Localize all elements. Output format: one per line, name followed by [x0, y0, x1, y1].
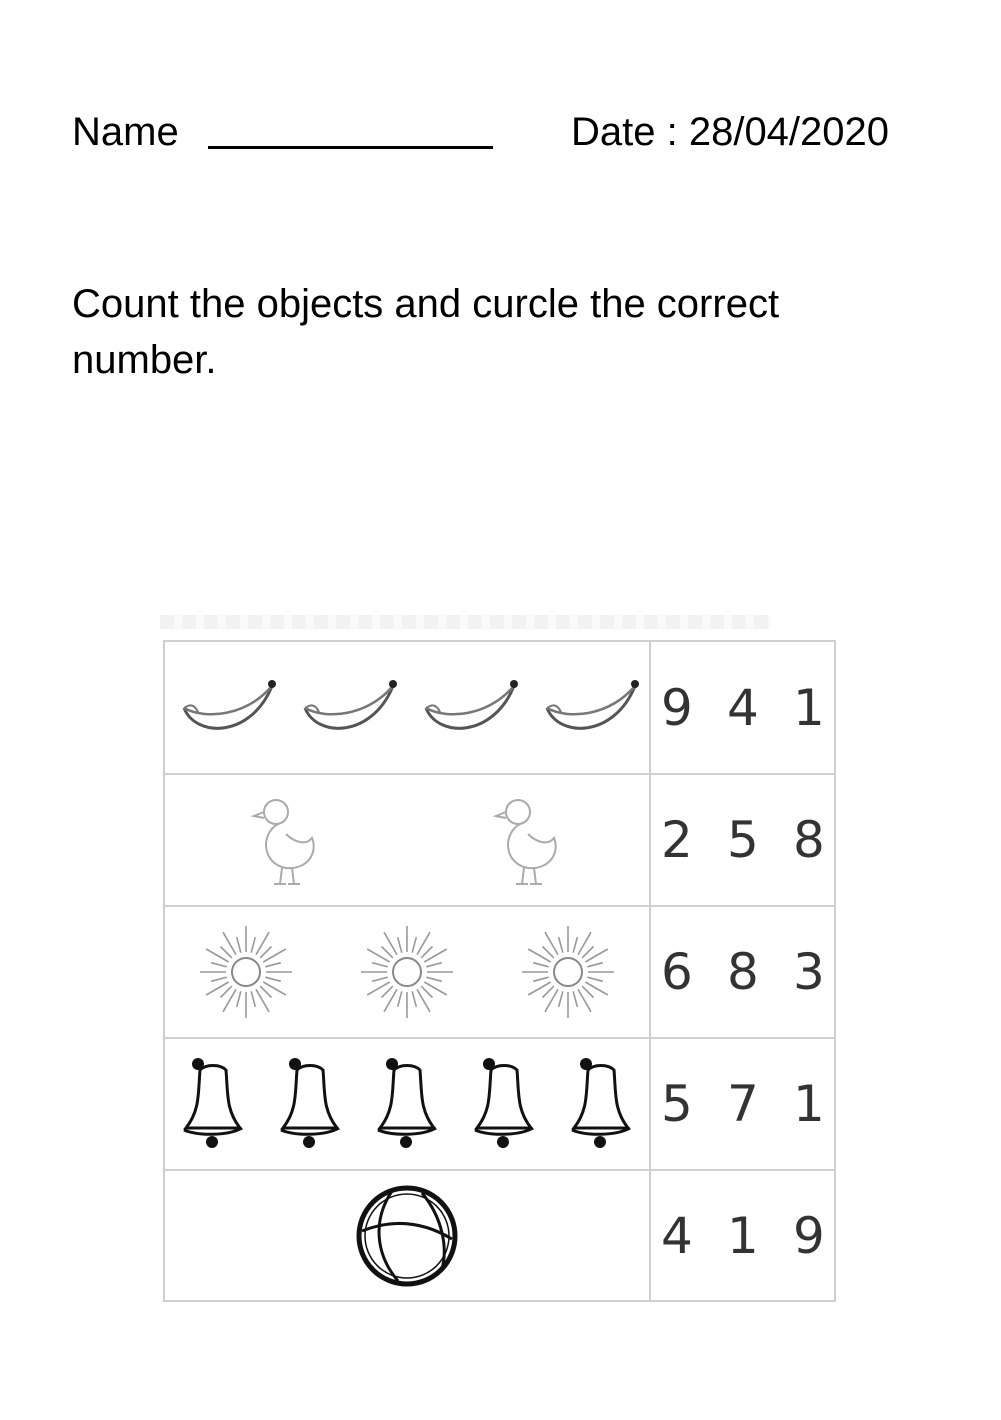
objects-cell: [165, 1170, 649, 1302]
number-option[interactable]: 4: [661, 1207, 693, 1265]
number-option[interactable]: 1: [793, 1075, 825, 1133]
number-option[interactable]: 1: [727, 1207, 759, 1265]
objects-cell: [165, 1038, 649, 1170]
options-cell: [649, 906, 834, 1038]
number-option[interactable]: 1: [793, 679, 825, 737]
sun-icon: [357, 922, 457, 1022]
objects-cell: [165, 906, 649, 1038]
scan-artifact: [160, 615, 770, 629]
objects-cell: [165, 642, 649, 774]
bell-icon: [178, 1054, 248, 1154]
sun-icon: [518, 922, 618, 1022]
table-row: [165, 774, 834, 906]
table-row: [165, 642, 834, 774]
duck-icon: [246, 790, 326, 890]
number-option[interactable]: 9: [793, 1207, 825, 1265]
table-row: [165, 906, 834, 1038]
number-option[interactable]: 7: [727, 1075, 759, 1133]
name-blank-line[interactable]: [208, 146, 493, 149]
number-option[interactable]: 5: [727, 811, 759, 869]
options-cell: [649, 1038, 834, 1170]
banana-icon: [539, 668, 639, 748]
bell-icon: [275, 1054, 345, 1154]
banana-icon: [176, 668, 276, 748]
number-option[interactable]: 6: [661, 943, 693, 1001]
table-row: [165, 1038, 834, 1170]
options-cell: [649, 642, 834, 774]
duck-icon: [488, 790, 568, 890]
number-option[interactable]: 4: [727, 679, 759, 737]
banana-icon: [297, 668, 397, 748]
banana-icon: [418, 668, 518, 748]
number-option[interactable]: 2: [661, 811, 693, 869]
options-cell: [649, 1170, 834, 1302]
options-cell: [649, 774, 834, 906]
number-option[interactable]: 9: [661, 679, 693, 737]
counting-table: [163, 640, 836, 1302]
objects-cell: [165, 774, 649, 906]
number-option[interactable]: 3: [793, 943, 825, 1001]
table-row: [165, 1170, 834, 1302]
date-label: Date : 28/04/2020: [571, 110, 890, 154]
bell-icon: [469, 1054, 539, 1154]
number-option[interactable]: 5: [661, 1075, 693, 1133]
instruction-text: Count the objects and curcle the correct number.: [72, 282, 780, 382]
number-option[interactable]: 8: [793, 811, 825, 869]
bell-icon: [566, 1054, 636, 1154]
name-label: Name: [72, 110, 179, 154]
number-option[interactable]: 8: [727, 943, 759, 1001]
bell-icon: [372, 1054, 442, 1154]
sun-icon: [196, 922, 296, 1022]
basketball-icon: [352, 1181, 462, 1291]
